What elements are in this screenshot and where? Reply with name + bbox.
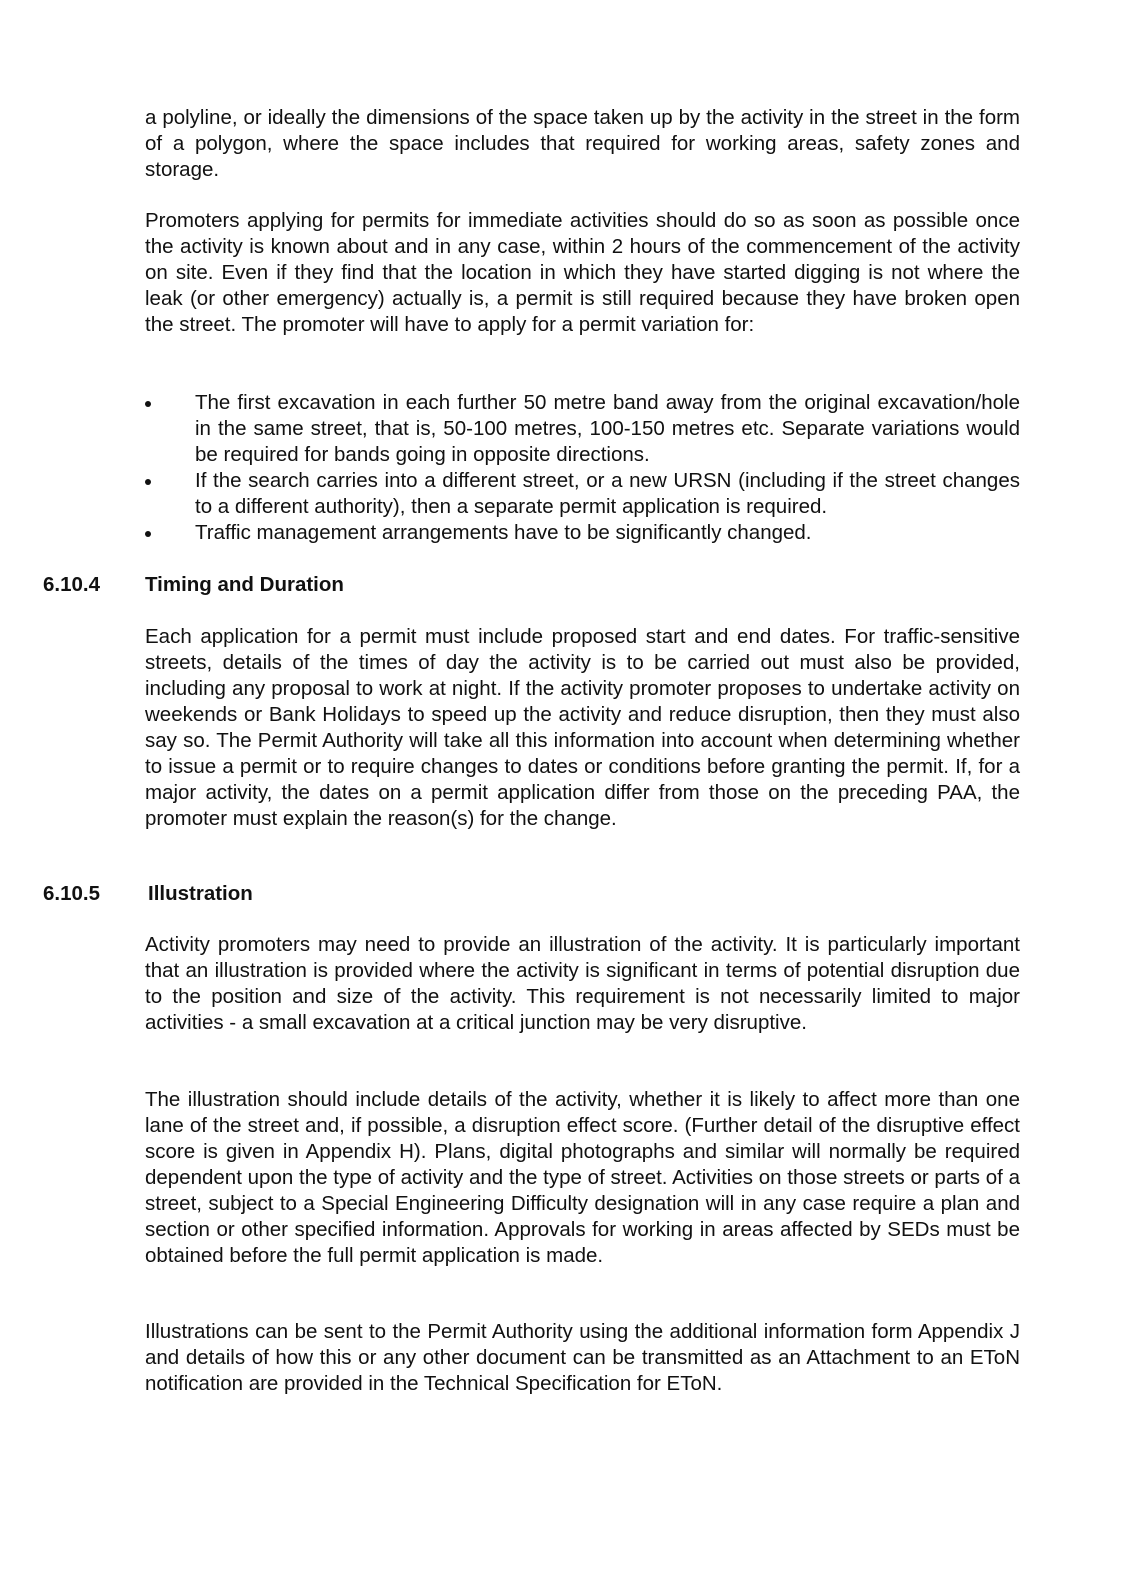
section-heading-timing: Timing and Duration [145,573,344,596]
list-item [145,390,1020,468]
section-number-illustration: 6.10.5 [43,882,100,905]
list-item [145,520,1020,546]
bullet-icon [145,401,151,407]
list-item [145,468,1020,520]
section-heading-illustration: Illustration [148,882,253,905]
illustration-paragraph-1: Activity promoters may need to provide an illustration of the activity. It is particularly important that an illustration is provided where the activity is significant in terms of potential disruption due to the position and size of the activity. This requirement is not necessarily limited to major activities - a small excavation at a critical junction may be very disruptive. [145,933,1020,1034]
permit-variation-list [145,390,1020,546]
bullet-icon [145,531,151,537]
timing-paragraph: Each application for a permit must include proposed start and end dates. For traffic-sensitive streets, details of the times of day the activity is to be carried out must also be provided, including any proposal to work at night. If the activity promoter proposes to undertake activity on weekends or Bank Holidays to speed up the activity and reduce disruption, then they must also say so. The Permit Authority will take all this information into account when determining whether to issue a permit or to require changes to dates or conditions before granting the permit. If, for a major activity, the dates on a permit application differ from those on the preceding PAA, the promoter must explain the reason(s) for the change. [145,625,1020,830]
list-item-text: If the search carries into a different street, or a new URSN (including if the street changes to a different authority), then a separate permit application is required. [195,469,1020,518]
section-number-timing: 6.10.4 [43,573,100,596]
illustration-paragraph-3: Illustrations can be sent to the Permit Authority using the additional information form Appendix J and details of how this or any other document can be transmitted as an Attachment to an EToN notification are provided in the Technical Specification for EToN. [145,1320,1020,1395]
list-item-text: The first excavation in each further 50 metre band away from the original excavation/hole in the same street, that is, 50-100 metres, 100-150 metres etc. Separate variations would be required for bands going in opposite directions. [195,391,1020,466]
list-item-text: Traffic management arrangements have to be significantly changed. [195,521,812,544]
illustration-paragraph-2: The illustration should include details of the activity, whether it is likely to affect more than one lane of the street and, if possible, a disruption effect score. (Further detail of the disruptive effect score is given in Appendix H). Plans, digital photographs and similar will normally be required dependent upon the type of activity and the type of street. Activities on those streets or parts of a street, subject to a Special Engineering Difficulty designation will in any case require a plan and section or other specified information. Approvals for working in areas affected by SEDs must be obtained before the full permit application is made. [145,1088,1020,1267]
immediate-activities-paragraph: Promoters applying for permits for immediate activities should do so as soon as possible once the activity is known about and in any case, within 2 hours of the commencement of the activity on site. Even if they find that the location in which they have started digging is not where the leak (or other emergency) actually is, a permit is still required because they have broken open the street. The promoter will have to apply for a permit variation for: [145,209,1020,336]
intro-paragraph: a polyline, or ideally the dimensions of the space taken up by the activity in the street in the form of a polygon, where the space includes that required for working areas, safety zones and storage. [145,106,1020,181]
bullet-icon [145,479,151,485]
